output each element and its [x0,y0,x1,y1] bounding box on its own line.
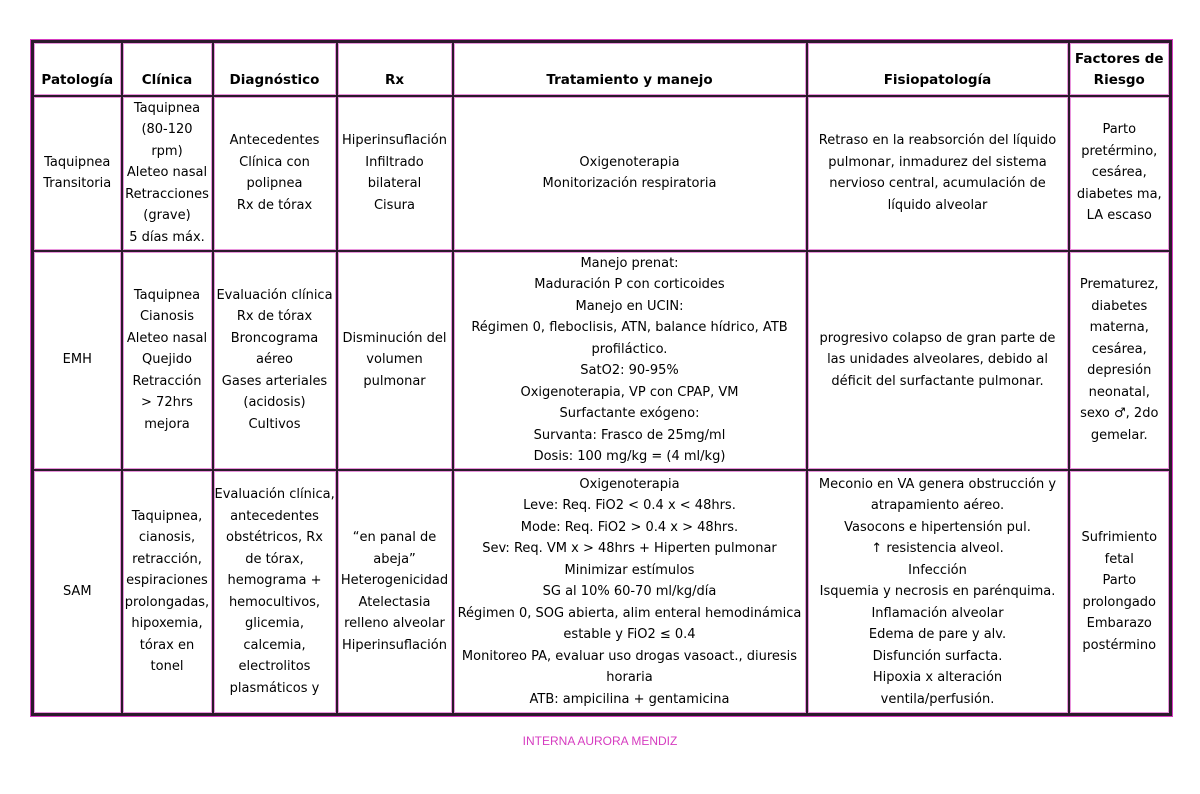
cell-line: Manejo en UCIN: [575,298,684,314]
header-row [33,42,1171,96]
cell-diagnostico [213,251,337,470]
cell-line: diabetes [1091,298,1148,314]
cell-line: abeja” [373,551,416,567]
cell-line: las unidades alveolares, debido al [827,352,1048,368]
cell-line: Infección [908,562,967,578]
cell-line: relleno alveolar [344,616,445,632]
cell-line: Rx de tórax [236,197,313,213]
cell-line: sexo ♂, 2do [1080,406,1159,421]
cell-line: tonel [150,659,184,675]
cell-line: neonatal, [1088,384,1150,400]
cell-line: Retracción [132,373,202,389]
cell-line: SG al 10% 60-70 ml/kg/día [542,584,717,599]
cell-line: Broncograma [230,330,319,346]
cell-line: depresión [1087,363,1152,378]
cell-line: Taquipnea, [131,508,203,524]
cell-line: Manejo prenat: [580,255,679,271]
cell-line: Oxigenoterapia [579,154,680,170]
cell-line: Heterogenicidad [340,573,449,589]
cell-line: Cisura [373,197,415,213]
cell-line: Parto [1102,573,1137,589]
cell-factores [1069,96,1171,251]
header-patologia: Patología [33,42,122,96]
cell-line: Isquemia y necrosis en parénquima. [819,584,1056,599]
cell-line: progresivo colapso de gran parte de [819,330,1056,346]
cell-line: Rx de tórax [236,309,313,325]
header-rx: Rx [337,42,453,96]
cell-line: diabetes ma, [1076,186,1162,202]
cell-line: ↑ resistencia alveol. [871,541,1004,556]
cell-line: Mode: Req. FiO2 > 0.4 x > 48hrs. [520,519,739,535]
cell-line: hipoxemia, [131,616,203,632]
cell-line: Prematurez, [1079,277,1159,292]
cell-line: Retraso en la reabsorción del líquido [818,133,1057,148]
cell-line: Cultivos [248,416,301,432]
header-factores-line: Riesgo [1093,72,1145,88]
cell-line: espiraciones [126,573,208,589]
cell-line: Leve: Req. FiO2 < 0.4 x < 48hrs. [523,498,736,513]
cell-line: Sev: Req. VM x > 48hrs + Hiperten pulmonar [482,541,777,556]
table-row [33,470,1171,715]
cell-line: electrolitos [238,659,311,675]
cell-line: Antecedentes [229,133,320,148]
cell-line: Maduración P con corticoides [534,277,725,292]
cell-fisiopatologia [807,96,1069,251]
cell-tratamiento [453,470,807,715]
cell-line: Edema de pare y alv. [868,627,1007,642]
header-factores-line: Factores de [1074,50,1164,67]
cell-line: hemocultivos, [228,594,321,610]
cell-line: Régimen 0, fleboclisis, ATN, balance hídrico, ATB [471,320,788,335]
cell-line: Monitoreo PA, evaluar uso drogas vasoact., diuresis [461,648,798,664]
cell-line: Clínica con [239,154,310,170]
cell-line: Infiltrado [365,154,424,170]
table-row [33,96,1171,251]
cell-line: pretérmino, [1081,143,1158,159]
cell-line: Régimen 0, SOG abierta, alim enteral hemodinámica [457,605,802,621]
cell-line: SatO2: 90-95% [580,363,679,378]
cell-factores [1069,251,1171,470]
cell-line: aéreo [256,352,293,368]
cell-line: horaria [606,670,653,685]
cell-line: Disminución del [342,330,447,346]
cell-line: profiláctico. [591,341,668,357]
cell-line: Meconio en VA genera obstrucción y [818,476,1057,492]
cell-line: calcemia, [243,637,306,653]
cell-patologia [33,251,122,470]
cell-factores [1069,470,1171,715]
cell-line: Vasocons e hipertensión pul. [844,519,1031,535]
cell-line: atrapamiento aéreo. [870,498,1005,513]
cell-tratamiento [453,96,807,251]
cell-clinica [122,470,213,715]
cell-line: Parto [1102,122,1137,138]
cell-line: tórax en [139,637,195,653]
cell-patologia [33,470,122,715]
header-tratamiento: Tratamiento y manejo [453,42,807,96]
cell-diagnostico [213,96,337,251]
cell-line: > 72hrs [141,395,193,411]
cell-line: ATB: ampicilina + gentamicina [529,691,730,707]
cell-line: Embarazo [1086,616,1152,632]
cell-line: de tórax, [245,551,304,567]
cell-tratamiento [453,251,807,470]
table-row [33,251,1171,470]
cell-line: antecedentes [230,508,319,524]
cell-line: Inflamación alveolar [871,605,1004,621]
header-factores-riesgo [1069,42,1171,96]
cell-line: Hiperinsuflación [342,133,447,148]
cell-clinica [122,251,213,470]
pathology-table [31,40,1172,716]
cell-line: cesárea, [1091,341,1147,357]
cell-line: Cianosis [139,309,194,325]
cell-line: EMH [62,352,92,368]
cell-line: “en panal de [352,530,437,546]
cell-line: Survanta: Frasco de 25mg/ml [533,427,726,443]
cell-line: Evaluación clínica, [214,487,335,503]
cell-line: postérmino [1082,637,1157,653]
cell-line: gemelar. [1090,427,1148,443]
cell-line: Monitorización respiratoria [542,176,717,191]
cell-line: cianosis, [138,530,196,546]
cell-line: Hipoxia x alteración [872,670,1003,685]
cell-line: estable y FiO2 ≤ 0.4 [563,627,696,642]
cell-line: cesárea, [1091,165,1147,181]
cell-rx [337,96,453,251]
cell-line: Taquipnea [133,100,201,116]
cell-patologia [33,96,122,251]
cell-line: LA escaso [1086,208,1152,224]
cell-line: Hiperinsuflación [342,637,447,653]
cell-line: Oxigenoterapia [579,476,680,492]
cell-line: ventila/perfusión. [880,691,995,707]
cell-clinica [122,96,213,251]
cell-rx [337,251,453,470]
cell-line: pulmonar [363,373,426,389]
cell-line: plasmáticos y [229,680,320,696]
cell-line: Surfactante exógeno: [559,406,700,421]
cell-line: prolongado [1082,594,1156,610]
cell-line: glicemia, [245,616,304,632]
cell-line: (80-120 [141,122,193,138]
cell-line: Quejido [142,352,192,368]
cell-line: prolongadas, [124,594,210,610]
cell-line: Disfunción surfacta. [872,648,1003,664]
cell-line: pulmonar, inmadurez del sistema [828,154,1047,170]
cell-line: líquido alveolar [887,197,988,213]
cell-line: Minimizar estímulos [564,562,695,578]
cell-line: volumen [366,352,423,368]
header-diagnostico: Diagnóstico [213,42,337,96]
cell-line: bilateral [367,176,422,191]
cell-line: 5 días máx. [129,229,205,245]
cell-diagnostico [213,470,337,715]
cell-line: Aleteo nasal [126,165,208,181]
cell-line: Retracciones [125,186,209,202]
cell-line: Aleteo nasal [126,330,208,346]
cell-line: Oxigenoterapia, VP con CPAP, VM [520,384,739,400]
cell-line: Gases arteriales [221,373,328,389]
header-fisiopatologia: Fisiopatología [807,42,1069,96]
cell-line: déficit del surfactante pulmonar. [831,373,1044,389]
cell-line: fetal [1104,551,1134,567]
cell-line: Atelectasia [358,594,431,610]
cell-line: (acidosis) [243,395,306,411]
cell-line: materna, [1089,320,1149,335]
cell-line: Transitoria [43,176,112,191]
cell-line: rpm) [151,143,183,159]
footer-author: INTERNA AURORA MENDIZ [522,734,678,748]
cell-line: Evaluación clínica [216,287,333,303]
cell-line: retracción, [132,551,202,567]
cell-line: obstétricos, Rx [226,530,323,546]
cell-fisiopatologia [807,251,1069,470]
cell-line: hemograma + [227,573,322,589]
cell-line: polipnea [246,176,303,191]
cell-line: Sufrimiento [1081,530,1158,546]
cell-line: Taquipnea [133,287,201,303]
cell-line: Taquipnea [44,154,111,170]
header-clinica: Clínica [122,42,213,96]
cell-line: SAM [62,584,92,599]
cell-line: (grave) [143,208,191,224]
cell-line: mejora [144,416,190,432]
cell-line: Dosis: 100 mg/kg = (4 ml/kg) [533,449,726,464]
cell-rx [337,470,453,715]
cell-fisiopatologia [807,470,1069,715]
cell-line: nervioso central, acumulación de [829,176,1046,191]
